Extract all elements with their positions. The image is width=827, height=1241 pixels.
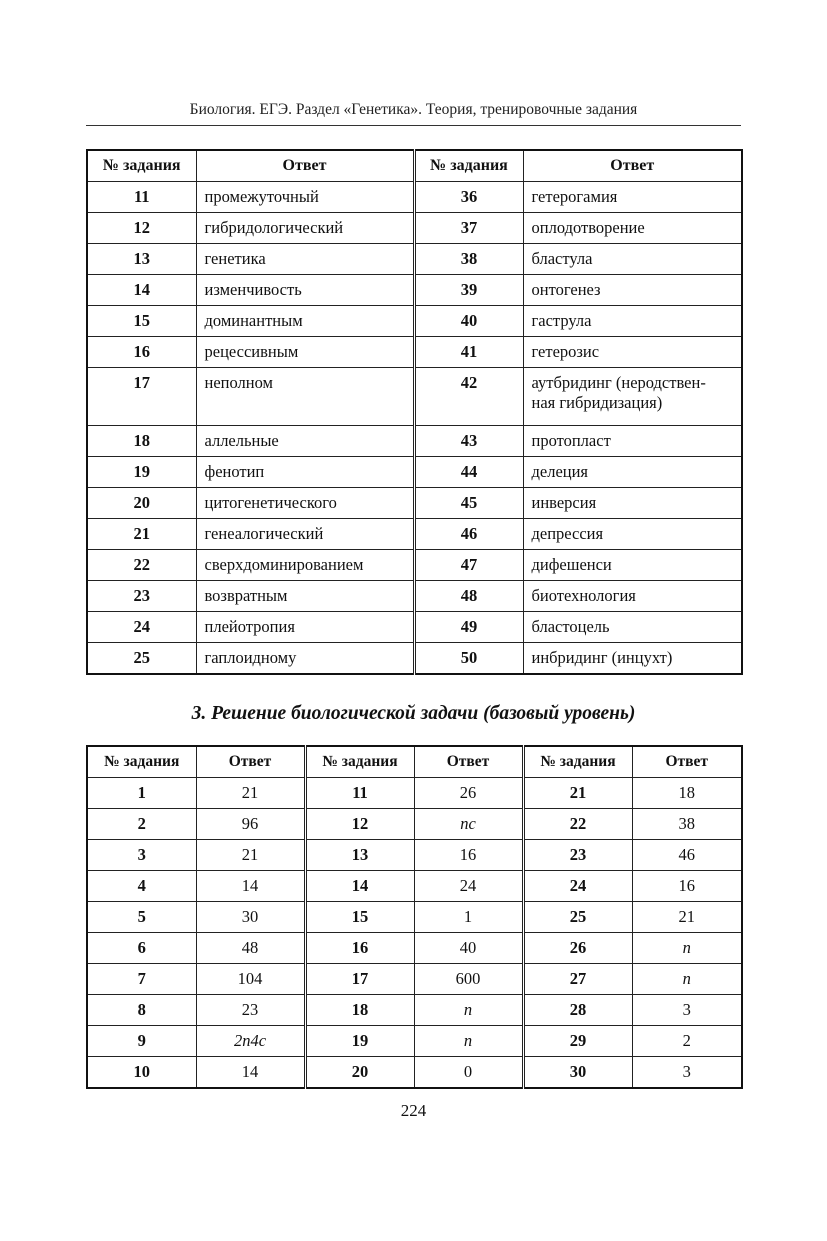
task-number: 50 <box>414 643 523 675</box>
table-row <box>87 550 742 581</box>
task-number: 5 <box>87 902 196 933</box>
answer: п <box>414 1026 523 1057</box>
answer: депрессия <box>523 519 742 550</box>
table-row <box>87 840 742 871</box>
table-row <box>87 182 742 213</box>
task-number: 21 <box>523 778 632 809</box>
task-number: 11 <box>87 182 196 213</box>
task-number: 14 <box>87 275 196 306</box>
answer: 600 <box>414 964 523 995</box>
task-number: 41 <box>414 337 523 368</box>
table-row <box>87 871 742 902</box>
table-row <box>87 337 742 368</box>
answer: гаструла <box>523 306 742 337</box>
answer: доминантным <box>196 306 414 337</box>
answer: 21 <box>632 902 742 933</box>
task-number: 24 <box>523 871 632 902</box>
table-row <box>87 809 742 840</box>
table-row <box>87 244 742 275</box>
task-number: 7 <box>87 964 196 995</box>
table-row <box>87 995 742 1026</box>
answer: 30 <box>196 902 305 933</box>
answer: цитогенетического <box>196 488 414 519</box>
answer: пс <box>414 809 523 840</box>
answer: п <box>414 995 523 1026</box>
answer: промежуточный <box>196 182 414 213</box>
table-row <box>87 1026 742 1057</box>
task-number: 24 <box>87 612 196 643</box>
table-row <box>87 368 742 426</box>
answer: 14 <box>196 871 305 902</box>
answer-multiline <box>523 368 742 426</box>
table-row <box>87 964 742 995</box>
answer: 40 <box>414 933 523 964</box>
task-number: 44 <box>414 457 523 488</box>
answer: 21 <box>196 840 305 871</box>
answer: оплодотворение <box>523 213 742 244</box>
answer: 48 <box>196 933 305 964</box>
table-row <box>87 1057 742 1089</box>
answer: 24 <box>414 871 523 902</box>
task-number: 36 <box>414 182 523 213</box>
column-header: № задания <box>523 746 632 778</box>
task-number: 18 <box>305 995 414 1026</box>
table-row <box>87 612 742 643</box>
column-header: Ответ <box>196 150 414 182</box>
task-number: 48 <box>414 581 523 612</box>
answer: 3 <box>632 995 742 1026</box>
task-number: 21 <box>87 519 196 550</box>
answer: протопласт <box>523 426 742 457</box>
column-header: № задания <box>87 150 196 182</box>
task-number: 12 <box>87 213 196 244</box>
answer: 21 <box>196 778 305 809</box>
task-number: 25 <box>87 643 196 675</box>
task-number: 39 <box>414 275 523 306</box>
answer: рецессивным <box>196 337 414 368</box>
task-number: 8 <box>87 995 196 1026</box>
answer: п <box>632 964 742 995</box>
section-title: 3. Решение биологической задачи (базовый уровень) <box>191 703 636 724</box>
answer: возвратным <box>196 581 414 612</box>
table-row <box>87 933 742 964</box>
table-header-row <box>87 150 742 182</box>
table-header-row <box>87 746 742 778</box>
task-number: 22 <box>523 809 632 840</box>
task-number: 20 <box>87 488 196 519</box>
table-row <box>87 778 742 809</box>
table-row <box>87 306 742 337</box>
answer: гетерогамия <box>523 182 742 213</box>
task-number: 17 <box>87 368 196 426</box>
answer: биотехнология <box>523 581 742 612</box>
task-number: 19 <box>87 457 196 488</box>
answer: изменчивость <box>196 275 414 306</box>
running-header: Биология. ЕГЭ. Раздел «Генетика». Теория, тренировочные задания <box>189 101 638 118</box>
answer: инверсия <box>523 488 742 519</box>
task-number: 13 <box>87 244 196 275</box>
task-number: 37 <box>414 213 523 244</box>
task-number: 40 <box>414 306 523 337</box>
answer: аллельные <box>196 426 414 457</box>
answer: фенотип <box>196 457 414 488</box>
answer: 38 <box>632 809 742 840</box>
task-number: 18 <box>87 426 196 457</box>
answer: генетика <box>196 244 414 275</box>
answer: 26 <box>414 778 523 809</box>
task-number: 15 <box>305 902 414 933</box>
answer: 1 <box>414 902 523 933</box>
task-number: 46 <box>414 519 523 550</box>
task-number: 13 <box>305 840 414 871</box>
table-row <box>87 426 742 457</box>
answer-line: аутбридинг (неродствен- <box>531 373 706 392</box>
task-number: 17 <box>305 964 414 995</box>
answer: гибридологический <box>196 213 414 244</box>
task-number: 6 <box>87 933 196 964</box>
task-number: 12 <box>305 809 414 840</box>
header-rule <box>86 125 741 126</box>
answer: 2 <box>632 1026 742 1057</box>
task-number: 23 <box>87 581 196 612</box>
task-number: 45 <box>414 488 523 519</box>
answer: 104 <box>196 964 305 995</box>
task-number: 16 <box>87 337 196 368</box>
answer: бластула <box>523 244 742 275</box>
answer: 23 <box>196 995 305 1026</box>
task-number: 26 <box>523 933 632 964</box>
answer: 18 <box>632 778 742 809</box>
answer: дифешенси <box>523 550 742 581</box>
table-row <box>87 902 742 933</box>
task-number: 20 <box>305 1057 414 1089</box>
answer: неполном <box>196 368 414 426</box>
task-number: 38 <box>414 244 523 275</box>
task-number: 14 <box>305 871 414 902</box>
task-number: 16 <box>305 933 414 964</box>
answers-table-problems <box>86 745 743 1089</box>
answer: делеция <box>523 457 742 488</box>
column-header: № задания <box>87 746 196 778</box>
column-header: № задания <box>305 746 414 778</box>
task-number: 9 <box>87 1026 196 1057</box>
task-number: 43 <box>414 426 523 457</box>
task-number: 10 <box>87 1057 196 1089</box>
task-number: 22 <box>87 550 196 581</box>
task-number: 2 <box>87 809 196 840</box>
column-header: Ответ <box>632 746 742 778</box>
task-number: 30 <box>523 1057 632 1089</box>
task-number: 42 <box>414 368 523 426</box>
answer: 14 <box>196 1057 305 1089</box>
task-number: 15 <box>87 306 196 337</box>
answer-line: ная гибридизация) <box>531 393 663 412</box>
answer: гетерозис <box>523 337 742 368</box>
task-number: 23 <box>523 840 632 871</box>
page-number: 224 <box>400 1101 427 1120</box>
task-number: 47 <box>414 550 523 581</box>
answer: 2п4с <box>196 1026 305 1057</box>
task-number: 4 <box>87 871 196 902</box>
answer: 3 <box>632 1057 742 1089</box>
table-row <box>87 457 742 488</box>
answer: п <box>632 933 742 964</box>
table-row <box>87 519 742 550</box>
table-row <box>87 213 742 244</box>
answer: плейотропия <box>196 612 414 643</box>
table-row <box>87 581 742 612</box>
answer: инбридинг (инцухт) <box>523 643 742 675</box>
task-number: 3 <box>87 840 196 871</box>
task-number: 49 <box>414 612 523 643</box>
answer: бластоцель <box>523 612 742 643</box>
answer: генеалогический <box>196 519 414 550</box>
table-row <box>87 488 742 519</box>
task-number: 29 <box>523 1026 632 1057</box>
column-header: Ответ <box>523 150 742 182</box>
table-row <box>87 643 742 675</box>
answer: гаплоидному <box>196 643 414 675</box>
answer: 46 <box>632 840 742 871</box>
task-number: 28 <box>523 995 632 1026</box>
answer: сверхдоминированием <box>196 550 414 581</box>
answer: 96 <box>196 809 305 840</box>
task-number: 27 <box>523 964 632 995</box>
task-number: 1 <box>87 778 196 809</box>
answer: 0 <box>414 1057 523 1089</box>
table-row <box>87 275 742 306</box>
task-number: 19 <box>305 1026 414 1057</box>
column-header: Ответ <box>414 746 523 778</box>
answer: 16 <box>414 840 523 871</box>
answer: онтогенез <box>523 275 742 306</box>
task-number: 25 <box>523 902 632 933</box>
task-number: 11 <box>305 778 414 809</box>
column-header: № задания <box>414 150 523 182</box>
column-header: Ответ <box>196 746 305 778</box>
answer: 16 <box>632 871 742 902</box>
answers-table-terms <box>86 149 743 675</box>
